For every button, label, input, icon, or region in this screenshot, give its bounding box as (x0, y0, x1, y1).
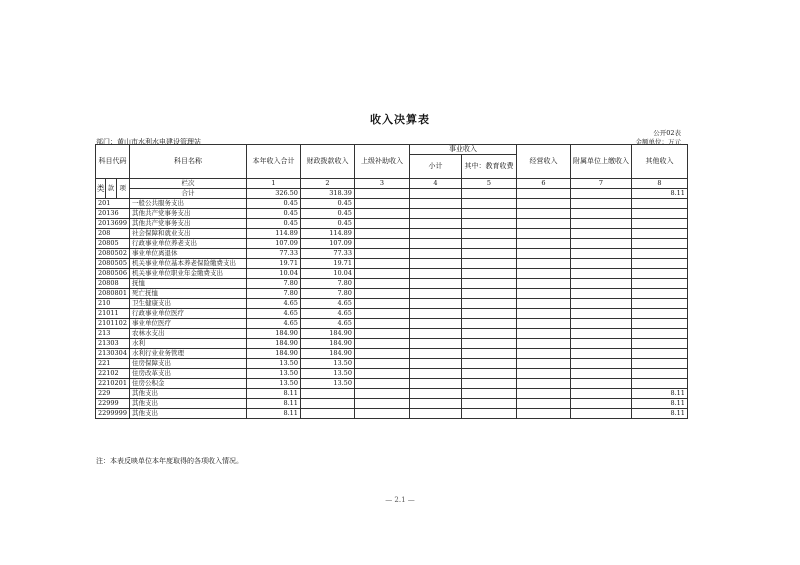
table-row (96, 359, 688, 369)
row-education (461, 399, 516, 409)
row-other (631, 279, 687, 289)
table-row (96, 199, 688, 209)
row-upper-subsidy (354, 379, 409, 389)
row-name: 社会保障和就业支出 (129, 229, 246, 239)
row-subtotal (409, 299, 461, 309)
row-upper-subsidy (354, 299, 409, 309)
row-total: 8.11 (246, 389, 300, 399)
row-total: 0.45 (246, 219, 300, 229)
row-fiscal: 10.04 (300, 269, 354, 279)
row-education (461, 209, 516, 219)
row-other (631, 299, 687, 309)
row-upper-subsidy (354, 329, 409, 339)
row-fiscal: 19.71 (300, 259, 354, 269)
row-name: 水利行业业务管理 (129, 349, 246, 359)
row-fiscal: 77.33 (300, 249, 354, 259)
row-name: 其他共产党事务支出 (129, 219, 246, 229)
row-other (631, 259, 687, 269)
row-affiliated (570, 329, 631, 339)
row-name: 死亡抚恤 (129, 289, 246, 299)
row-code: 221 (96, 359, 130, 369)
row-total: 184.90 (246, 329, 300, 339)
row-education (461, 349, 516, 359)
row-name: 其他共产党事务支出 (129, 209, 246, 219)
row-education (461, 199, 516, 209)
row-upper-subsidy (354, 239, 409, 249)
row-education (461, 229, 516, 239)
row-education (461, 249, 516, 259)
col-num-3: 3 (354, 179, 409, 189)
row-education (461, 339, 516, 349)
row-total: 0.45 (246, 209, 300, 219)
row-subtotal (409, 259, 461, 269)
row-operating (516, 349, 570, 359)
table-row (96, 409, 688, 419)
row-code: 229 (96, 389, 130, 399)
row-upper-subsidy (354, 289, 409, 299)
row-fiscal: 7.80 (300, 289, 354, 299)
row-fiscal: 7.80 (300, 279, 354, 289)
row-education (461, 319, 516, 329)
row-other (631, 369, 687, 379)
table-row (96, 239, 688, 249)
row-affiliated (570, 299, 631, 309)
row-affiliated (570, 359, 631, 369)
table-row (96, 219, 688, 229)
row-other (631, 199, 687, 209)
row-fiscal: 107.09 (300, 239, 354, 249)
row-fiscal: 13.50 (300, 379, 354, 389)
row-other (631, 349, 687, 359)
row-code: 208 (96, 229, 130, 239)
table-row (96, 299, 688, 309)
row-operating (516, 279, 570, 289)
row-education (461, 299, 516, 309)
row-code: 2080506 (96, 269, 130, 279)
row-affiliated (570, 339, 631, 349)
column-label: 栏次 (129, 179, 246, 189)
row-other (631, 209, 687, 219)
row-operating (516, 299, 570, 309)
row-subtotal (409, 269, 461, 279)
row-subtotal (409, 279, 461, 289)
row-affiliated (570, 259, 631, 269)
table-row (96, 339, 688, 349)
row-other: 8.11 (631, 389, 687, 399)
row-subtotal (409, 409, 461, 419)
row-other (631, 309, 687, 319)
table-row (96, 309, 688, 319)
row-total: 107.09 (246, 239, 300, 249)
row-other: 8.11 (631, 399, 687, 409)
row-affiliated (570, 249, 631, 259)
row-total: 4.65 (246, 299, 300, 309)
row-code: 2101102 (96, 319, 130, 329)
row-subtotal (409, 319, 461, 329)
row-other (631, 339, 687, 349)
row-affiliated (570, 399, 631, 409)
row-upper-subsidy (354, 269, 409, 279)
row-operating (516, 409, 570, 419)
row-other (631, 269, 687, 279)
row-fiscal: 4.65 (300, 309, 354, 319)
sum-subtotal (409, 189, 461, 199)
row-name: 一般公共服务支出 (129, 199, 246, 209)
sum-label: 合计 (129, 189, 246, 199)
row-education (461, 239, 516, 249)
row-upper-subsidy (354, 209, 409, 219)
row-affiliated (570, 309, 631, 319)
table-row (96, 289, 688, 299)
row-fiscal: 114.89 (300, 229, 354, 239)
department-label: 部门：黄山市水利水电建设管理站 (96, 138, 201, 146)
header-upper-subsidy: 上级补助收入 (354, 145, 409, 179)
sum-total: 326.50 (246, 189, 300, 199)
table-row (96, 389, 688, 399)
row-subtotal (409, 209, 461, 219)
row-affiliated (570, 409, 631, 419)
row-affiliated (570, 319, 631, 329)
sum-fiscal: 318.39 (300, 189, 354, 199)
sum-operating (516, 189, 570, 199)
header-other: 其他收入 (631, 145, 687, 179)
row-operating (516, 249, 570, 259)
col-num-2: 2 (300, 179, 354, 189)
row-education (461, 409, 516, 419)
row-education (461, 389, 516, 399)
row-name: 机关事业单位职业年金缴费支出 (129, 269, 246, 279)
row-subtotal (409, 199, 461, 209)
row-operating (516, 289, 570, 299)
row-subtotal (409, 219, 461, 229)
header-total: 本年收入合计 (246, 145, 300, 179)
row-subtotal (409, 369, 461, 379)
row-fiscal (300, 389, 354, 399)
row-name: 农林水支出 (129, 329, 246, 339)
row-affiliated (570, 369, 631, 379)
row-subtotal (409, 289, 461, 299)
row-code: 2080801 (96, 289, 130, 299)
row-education (461, 309, 516, 319)
col-num-7: 7 (570, 179, 631, 189)
row-operating (516, 209, 570, 219)
table-row (96, 399, 688, 409)
row-operating (516, 329, 570, 339)
row-total: 4.65 (246, 309, 300, 319)
row-education (461, 259, 516, 269)
row-total: 19.71 (246, 259, 300, 269)
table-row (96, 249, 688, 259)
row-code: 2299999 (96, 409, 130, 419)
footnote: 注：本表反映单位本年度取得的各项收入情况。 (96, 457, 243, 465)
header-subtotal: 小计 (409, 155, 461, 179)
header-lei: 类 (96, 179, 106, 199)
header-education: 其中：教育收费 (461, 155, 516, 179)
col-num-4: 4 (409, 179, 461, 189)
row-name: 住房保障支出 (129, 359, 246, 369)
table-row (96, 209, 688, 219)
row-other: 8.11 (631, 409, 687, 419)
row-code: 201 (96, 199, 130, 209)
table-row (96, 369, 688, 379)
row-affiliated (570, 379, 631, 389)
row-name: 住房公积金 (129, 379, 246, 389)
row-upper-subsidy (354, 349, 409, 359)
row-operating (516, 259, 570, 269)
row-total: 114.89 (246, 229, 300, 239)
row-code: 20805 (96, 239, 130, 249)
row-name: 抚恤 (129, 279, 246, 289)
row-name: 其他支出 (129, 389, 246, 399)
row-other (631, 289, 687, 299)
table-row (96, 349, 688, 359)
sum-education (461, 189, 516, 199)
row-upper-subsidy (354, 309, 409, 319)
row-code: 213 (96, 329, 130, 339)
row-affiliated (570, 389, 631, 399)
row-name: 事业单位医疗 (129, 319, 246, 329)
header-fiscal: 财政拨款收入 (300, 145, 354, 179)
row-affiliated (570, 349, 631, 359)
header-operating: 经营收入 (516, 145, 570, 179)
row-fiscal: 4.65 (300, 299, 354, 309)
sum-upper-subsidy (354, 189, 409, 199)
row-fiscal: 0.45 (300, 209, 354, 219)
row-operating (516, 399, 570, 409)
row-code: 22102 (96, 369, 130, 379)
row-fiscal: 13.50 (300, 359, 354, 369)
row-education (461, 329, 516, 339)
header-affiliated: 附属单位上缴收入 (570, 145, 631, 179)
row-upper-subsidy (354, 369, 409, 379)
row-code: 20136 (96, 209, 130, 219)
row-subtotal (409, 329, 461, 339)
row-fiscal (300, 409, 354, 419)
row-total: 184.90 (246, 349, 300, 359)
row-subtotal (409, 379, 461, 389)
row-education (461, 369, 516, 379)
header-name: 科目名称 (129, 145, 246, 179)
col-num-1: 1 (246, 179, 300, 189)
row-code: 2013699 (96, 219, 130, 229)
row-operating (516, 359, 570, 369)
row-education (461, 219, 516, 229)
row-education (461, 379, 516, 389)
row-other (631, 239, 687, 249)
table-row (96, 279, 688, 289)
unit-label: 金额单位：万元 (635, 138, 681, 146)
row-total: 13.50 (246, 359, 300, 369)
row-operating (516, 229, 570, 239)
row-total: 10.04 (246, 269, 300, 279)
row-name: 事业单位离退休 (129, 249, 246, 259)
row-total: 13.50 (246, 379, 300, 389)
row-code: 2130304 (96, 349, 130, 359)
row-operating (516, 219, 570, 229)
row-total: 184.90 (246, 339, 300, 349)
row-total: 13.50 (246, 369, 300, 379)
row-name: 行政事业单位养老支出 (129, 239, 246, 249)
row-code: 21303 (96, 339, 130, 349)
row-upper-subsidy (354, 359, 409, 369)
header-kuan: 款 (106, 179, 116, 199)
row-code: 210 (96, 299, 130, 309)
table-row (96, 229, 688, 239)
row-operating (516, 389, 570, 399)
row-upper-subsidy (354, 409, 409, 419)
table-row (96, 319, 688, 329)
row-name: 机关事业单位基本养老保险缴费支出 (129, 259, 246, 269)
row-total: 8.11 (246, 399, 300, 409)
page-number: — 2.1 — (385, 496, 415, 504)
row-code: 2080502 (96, 249, 130, 259)
col-num-5: 5 (461, 179, 516, 189)
row-upper-subsidy (354, 229, 409, 239)
row-fiscal (300, 399, 354, 409)
row-fiscal: 184.90 (300, 349, 354, 359)
row-upper-subsidy (354, 219, 409, 229)
row-total: 0.45 (246, 199, 300, 209)
row-operating (516, 369, 570, 379)
row-other (631, 329, 687, 339)
row-affiliated (570, 209, 631, 219)
row-upper-subsidy (354, 279, 409, 289)
col-num-6: 6 (516, 179, 570, 189)
row-upper-subsidy (354, 399, 409, 409)
row-upper-subsidy (354, 249, 409, 259)
row-name: 行政事业单位医疗 (129, 309, 246, 319)
row-code: 21011 (96, 309, 130, 319)
header-code: 科目代码 (96, 145, 130, 179)
table-row (96, 259, 688, 269)
row-name: 卫生健康支出 (129, 299, 246, 309)
row-other (631, 379, 687, 389)
row-total: 7.80 (246, 289, 300, 299)
row-other (631, 319, 687, 329)
row-education (461, 289, 516, 299)
row-operating (516, 379, 570, 389)
row-fiscal: 0.45 (300, 199, 354, 209)
row-affiliated (570, 269, 631, 279)
row-operating (516, 199, 570, 209)
income-table (95, 144, 688, 419)
row-upper-subsidy (354, 259, 409, 269)
row-subtotal (409, 389, 461, 399)
row-fiscal: 0.45 (300, 219, 354, 229)
row-name: 其他支出 (129, 409, 246, 419)
row-other (631, 229, 687, 239)
row-operating (516, 309, 570, 319)
row-code: 2210201 (96, 379, 130, 389)
row-subtotal (409, 239, 461, 249)
row-total: 4.65 (246, 319, 300, 329)
row-subtotal (409, 399, 461, 409)
row-name: 住房改革支出 (129, 369, 246, 379)
row-education (461, 359, 516, 369)
row-subtotal (409, 339, 461, 349)
row-code: 22999 (96, 399, 130, 409)
row-code: 2080505 (96, 259, 130, 269)
row-operating (516, 319, 570, 329)
row-fiscal: 4.65 (300, 319, 354, 329)
row-affiliated (570, 219, 631, 229)
row-code: 20808 (96, 279, 130, 289)
row-operating (516, 239, 570, 249)
header-xiang: 项 (116, 179, 129, 199)
row-total: 8.11 (246, 409, 300, 419)
row-education (461, 269, 516, 279)
row-education (461, 279, 516, 289)
page-title: 收入决算表 (370, 113, 430, 126)
row-name: 其他支出 (129, 399, 246, 409)
table-row (96, 329, 688, 339)
row-upper-subsidy (354, 199, 409, 209)
row-affiliated (570, 199, 631, 209)
table-row (96, 379, 688, 389)
row-operating (516, 269, 570, 279)
sum-other: 8.11 (631, 189, 687, 199)
row-fiscal: 13.50 (300, 369, 354, 379)
row-upper-subsidy (354, 319, 409, 329)
row-affiliated (570, 239, 631, 249)
row-subtotal (409, 359, 461, 369)
sum-affiliated (570, 189, 631, 199)
row-upper-subsidy (354, 389, 409, 399)
row-subtotal (409, 309, 461, 319)
row-other (631, 359, 687, 369)
row-fiscal: 184.90 (300, 329, 354, 339)
row-subtotal (409, 229, 461, 239)
row-name: 水利 (129, 339, 246, 349)
row-operating (516, 339, 570, 349)
table-row (96, 269, 688, 279)
row-upper-subsidy (354, 339, 409, 349)
row-affiliated (570, 279, 631, 289)
row-affiliated (570, 229, 631, 239)
row-subtotal (409, 249, 461, 259)
row-affiliated (570, 289, 631, 299)
row-other (631, 219, 687, 229)
row-fiscal: 184.90 (300, 339, 354, 349)
col-num-8: 8 (631, 179, 687, 189)
row-subtotal (409, 349, 461, 359)
row-total: 77.33 (246, 249, 300, 259)
row-total: 7.80 (246, 279, 300, 289)
header-business: 事业收入 (409, 145, 516, 155)
form-number: 公开02表 (653, 129, 681, 137)
row-other (631, 249, 687, 259)
